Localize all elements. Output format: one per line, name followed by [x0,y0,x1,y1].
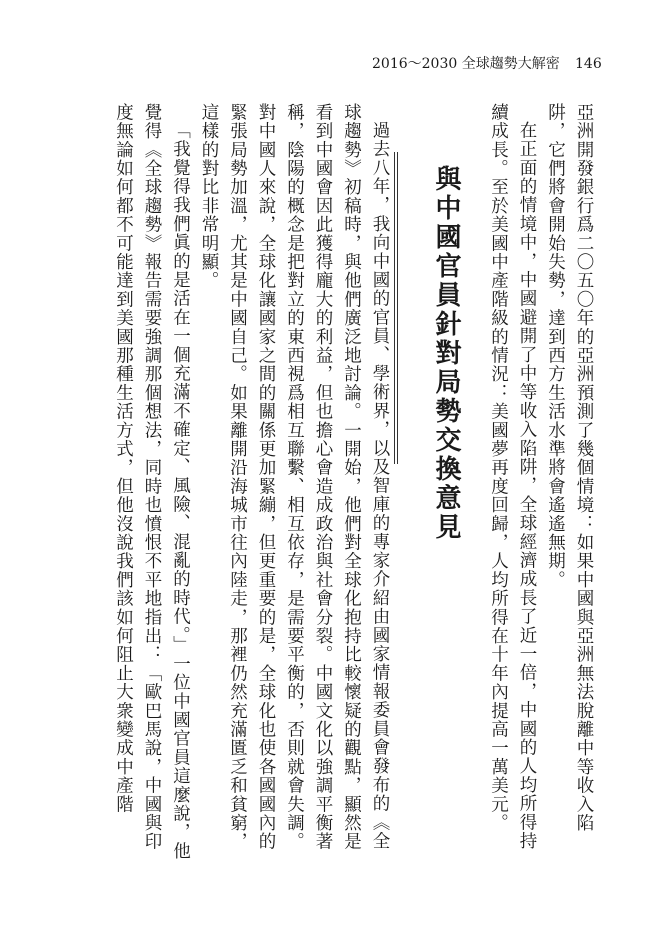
paragraph-3: 過去八年，我向中國的官員、學術界，以及智庫的專家介紹由國家情報委員會發布的《全球趨勢》初稿時，與他們廣泛地討論。一開始，他們對全球化抱持比較懷疑的觀點，顯然是看到中國會因此獲得龐大的利益，但也擔心會造成政治與社會分裂。中國文化以強調平衡著稱，陰陽的概念是把對立的東西視爲相互聯繫、相互依存，是需要平衡的，否則就會失調。對中國人來說，全球化讓國家之間的關係更加緊繃，但更重要的是，全球化也使各國國內的緊張局勢加溫，尤其是中國自己。如果離開沿海城市往內陸走，那裡仍然充滿匱乏和貧窮，這樣的對比非常明顯。 [199,103,390,851]
section-heading: 與中國官員針對局勢交換意見 [431,165,461,542]
page-number: 146 [575,56,602,72]
paragraph-1: 亞洲開發銀行爲二〇五〇年的亞洲預測了幾個情境：如果中國與亞洲無法脫離中等收入陷阱，它們將會開始失勢，達到西方生活水準將會遙遙無期。 [545,103,594,833]
paragraph-4: 「我覺得我們眞的是活在一個充滿不確定、風險、混亂的時代。」一位中國官員這麼說，他覺得《全球趨勢》報告需要強調那個想法，同時也憤恨不平地指出：「歐巴馬說，中國與印度無論如何都不可能達到美國那種生活方式，但他沒說我們該如何阻止大衆變成中產階 [113,103,191,860]
running-header [372,52,602,76]
paragraph-2: 在正面的情境中，中國避開了中等收入陷阱，全球經濟成長了近一倍，中國的人均所得持續成長。至於美國中產階級的情況：美國夢再度回歸，人均所得在十年內提高一萬美元。 [488,103,537,850]
page-body [96,103,598,863]
running-title: 2016～2030 全球趨勢大解密 [372,56,560,72]
